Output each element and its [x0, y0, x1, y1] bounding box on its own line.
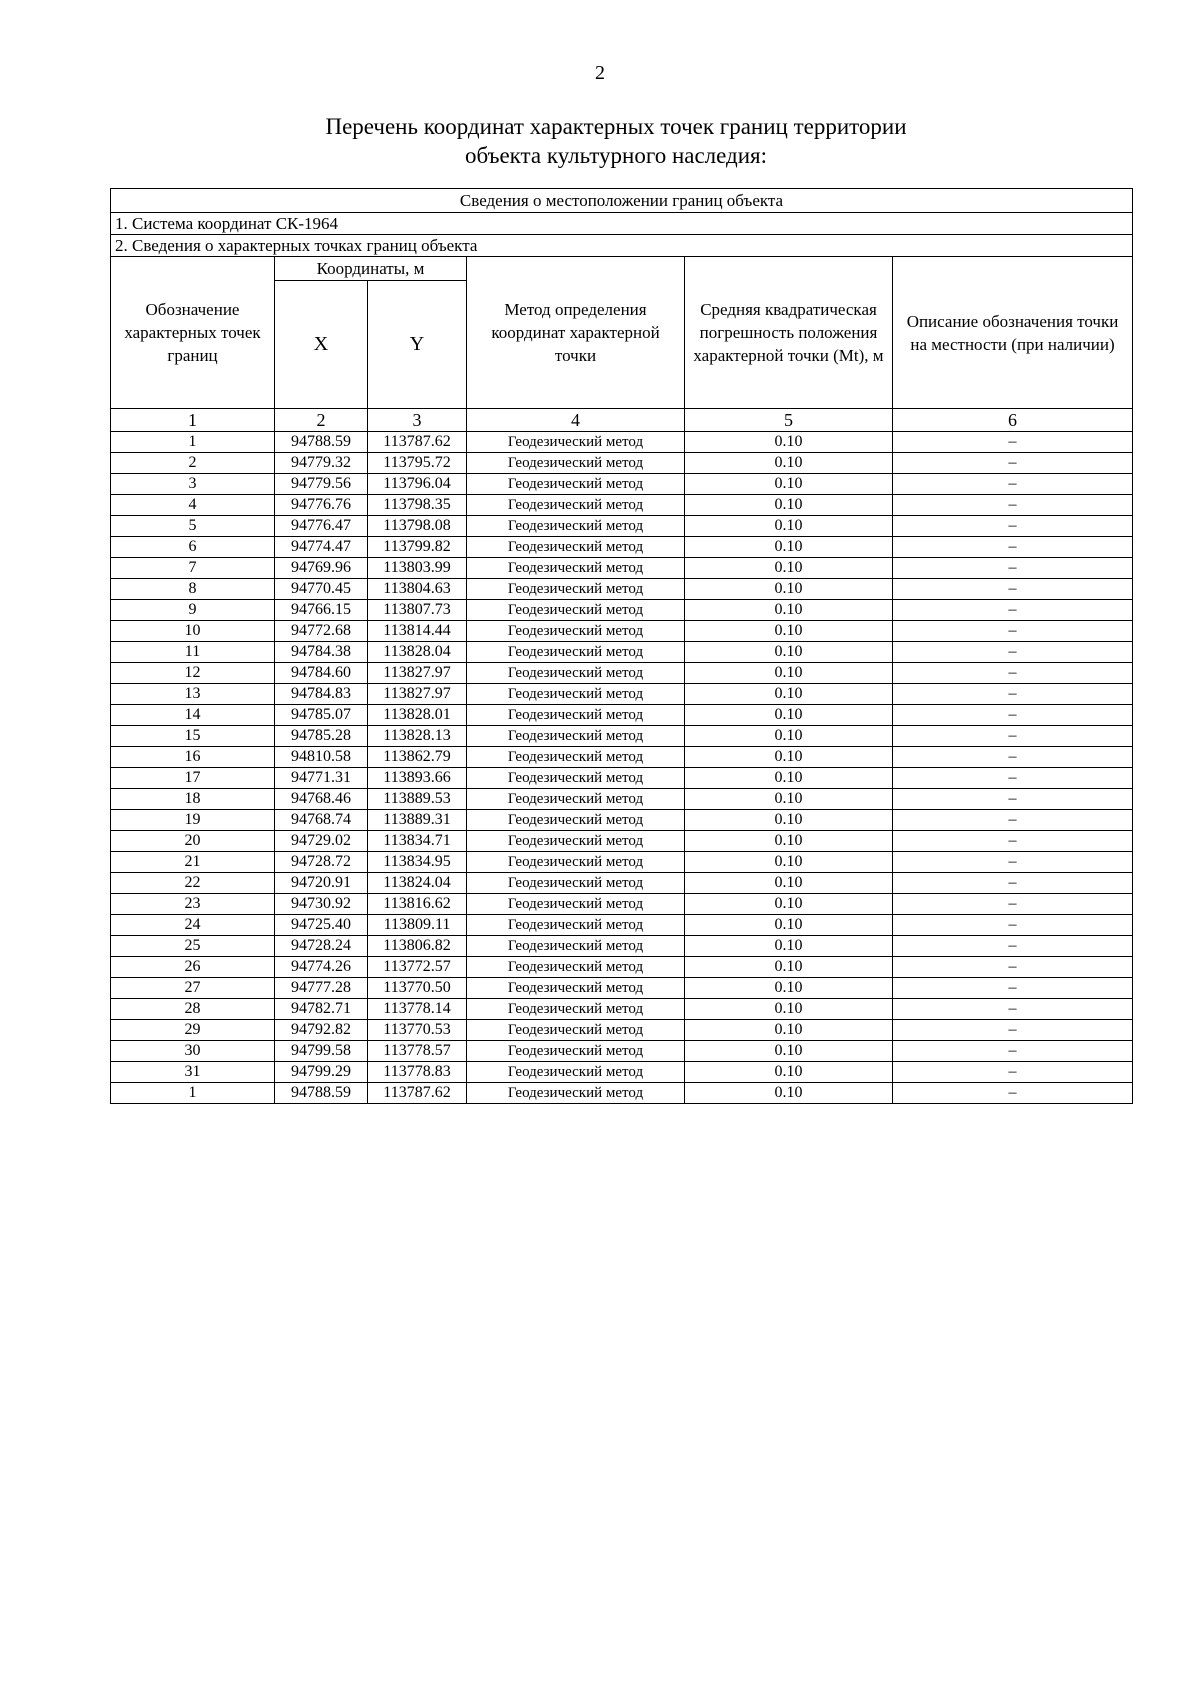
coord-system-row — [111, 213, 1133, 235]
y-coordinate-cell: 113778.57 — [368, 1041, 467, 1062]
point-designation-cell: 29 — [111, 1020, 275, 1041]
point-designation-cell: 11 — [111, 642, 275, 663]
point-designation-cell: 23 — [111, 894, 275, 915]
x-coordinate-cell: 94766.15 — [275, 600, 368, 621]
method-cell: Геодезический метод — [467, 495, 685, 516]
error-cell: 0.10 — [685, 936, 893, 957]
x-coordinate-cell: 94729.02 — [275, 831, 368, 852]
header-row-1 — [111, 257, 1133, 281]
y-coordinate-cell: 113770.50 — [368, 978, 467, 999]
error-cell: 0.10 — [685, 852, 893, 873]
error-cell: 0.10 — [685, 474, 893, 495]
x-coordinate-cell: 94728.72 — [275, 852, 368, 873]
point-designation-cell: 7 — [111, 558, 275, 579]
method-cell: Геодезический метод — [467, 537, 685, 558]
description-cell: – — [893, 999, 1133, 1020]
y-coordinate-cell: 113889.31 — [368, 810, 467, 831]
point-designation-cell: 14 — [111, 705, 275, 726]
method-cell: Геодезический метод — [467, 453, 685, 474]
point-designation-cell: 8 — [111, 579, 275, 600]
point-designation-cell: 10 — [111, 621, 275, 642]
point-designation-cell: 22 — [111, 873, 275, 894]
table-row — [111, 768, 1133, 789]
error-cell: 0.10 — [685, 600, 893, 621]
page-number: 2 — [595, 62, 605, 84]
method-cell: Геодезический метод — [467, 474, 685, 495]
point-designation-cell: 4 — [111, 495, 275, 516]
x-coordinate-cell: 94792.82 — [275, 1020, 368, 1041]
y-coordinate-cell: 113816.62 — [368, 894, 467, 915]
y-coordinate-cell: 113778.14 — [368, 999, 467, 1020]
x-coordinate-cell: 94784.83 — [275, 684, 368, 705]
method-cell: Геодезический метод — [467, 705, 685, 726]
header-x: X — [275, 281, 368, 409]
x-coordinate-cell: 94779.56 — [275, 474, 368, 495]
description-cell: – — [893, 558, 1133, 579]
table-row — [111, 516, 1133, 537]
point-designation-cell: 21 — [111, 852, 275, 873]
y-coordinate-cell: 113893.66 — [368, 768, 467, 789]
x-coordinate-cell: 94784.60 — [275, 663, 368, 684]
x-coordinate-cell: 94725.40 — [275, 915, 368, 936]
x-coordinate-cell: 94772.68 — [275, 621, 368, 642]
method-cell: Геодезический метод — [467, 1020, 685, 1041]
error-cell: 0.10 — [685, 873, 893, 894]
x-coordinate-cell: 94785.07 — [275, 705, 368, 726]
x-coordinate-cell: 94776.76 — [275, 495, 368, 516]
header-error: Средняя квадратическая погрешность положения характерной точки (Mt), м — [685, 257, 893, 409]
description-cell: – — [893, 432, 1133, 453]
point-designation-cell: 26 — [111, 957, 275, 978]
point-designation-cell: 25 — [111, 936, 275, 957]
y-coordinate-cell: 113814.44 — [368, 621, 467, 642]
point-designation-cell: 18 — [111, 789, 275, 810]
x-coordinate-cell: 94788.59 — [275, 1083, 368, 1104]
point-designation-cell: 28 — [111, 999, 275, 1020]
method-cell: Геодезический метод — [467, 1062, 685, 1083]
description-cell: – — [893, 894, 1133, 915]
description-cell: – — [893, 537, 1133, 558]
method-cell: Геодезический метод — [467, 726, 685, 747]
coordinates-table-body — [111, 189, 1133, 1104]
table-row — [111, 936, 1133, 957]
description-cell: – — [893, 747, 1133, 768]
x-coordinate-cell: 94768.74 — [275, 810, 368, 831]
x-coordinate-cell: 94728.24 — [275, 936, 368, 957]
x-coordinate-cell: 94810.58 — [275, 747, 368, 768]
table-row — [111, 957, 1133, 978]
table-row — [111, 432, 1133, 453]
table-row — [111, 789, 1133, 810]
x-coordinate-cell: 94782.71 — [275, 999, 368, 1020]
column-number: 6 — [893, 409, 1133, 432]
y-coordinate-cell: 113827.97 — [368, 684, 467, 705]
method-cell: Геодезический метод — [467, 600, 685, 621]
method-cell: Геодезический метод — [467, 516, 685, 537]
y-coordinate-cell: 113778.83 — [368, 1062, 467, 1083]
y-coordinate-cell: 113807.73 — [368, 600, 467, 621]
column-number: 5 — [685, 409, 893, 432]
description-cell: – — [893, 768, 1133, 789]
column-number-row — [111, 409, 1133, 432]
description-cell: – — [893, 663, 1133, 684]
table-row — [111, 663, 1133, 684]
point-designation-cell: 27 — [111, 978, 275, 999]
y-coordinate-cell: 113806.82 — [368, 936, 467, 957]
error-cell: 0.10 — [685, 726, 893, 747]
error-cell: 0.10 — [685, 684, 893, 705]
method-cell: Геодезический метод — [467, 1083, 685, 1104]
y-coordinate-cell: 113834.71 — [368, 831, 467, 852]
y-coordinate-cell: 113798.08 — [368, 516, 467, 537]
x-coordinate-cell: 94770.45 — [275, 579, 368, 600]
method-cell: Геодезический метод — [467, 957, 685, 978]
point-designation-cell: 13 — [111, 684, 275, 705]
error-cell: 0.10 — [685, 516, 893, 537]
table-row — [111, 642, 1133, 663]
error-cell: 0.10 — [685, 495, 893, 516]
method-cell: Геодезический метод — [467, 1041, 685, 1062]
table-row — [111, 579, 1133, 600]
column-number: 2 — [275, 409, 368, 432]
y-coordinate-cell: 113799.82 — [368, 537, 467, 558]
method-cell: Геодезический метод — [467, 642, 685, 663]
table-row — [111, 978, 1133, 999]
y-coordinate-cell: 113889.53 — [368, 789, 467, 810]
title-line-2: объекта культурного наследия: — [464, 143, 768, 168]
table-row — [111, 747, 1133, 768]
section-title-row — [111, 189, 1133, 213]
y-coordinate-cell: 113796.04 — [368, 474, 467, 495]
error-cell: 0.10 — [685, 1062, 893, 1083]
error-cell: 0.10 — [685, 768, 893, 789]
description-cell: – — [893, 873, 1133, 894]
description-cell: – — [893, 789, 1133, 810]
description-cell: – — [893, 1083, 1133, 1104]
title-line-1: Перечень координат характерных точек границ территории — [325, 114, 907, 139]
table-row — [111, 726, 1133, 747]
y-coordinate-cell: 113798.35 — [368, 495, 467, 516]
description-cell: – — [893, 684, 1133, 705]
table-row — [111, 495, 1133, 516]
error-cell: 0.10 — [685, 453, 893, 474]
description-cell: – — [893, 621, 1133, 642]
table-row — [111, 1062, 1133, 1083]
point-designation-cell: 1 — [111, 432, 275, 453]
error-cell: 0.10 — [685, 579, 893, 600]
x-coordinate-cell: 94799.58 — [275, 1041, 368, 1062]
point-designation-cell: 17 — [111, 768, 275, 789]
points-info: 2. Сведения о характерных точках границ объекта — [111, 235, 1133, 257]
method-cell: Геодезический метод — [467, 432, 685, 453]
table-row — [111, 537, 1133, 558]
y-coordinate-cell: 113804.63 — [368, 579, 467, 600]
column-number: 3 — [368, 409, 467, 432]
header-y: Y — [368, 281, 467, 409]
column-number: 4 — [467, 409, 685, 432]
x-coordinate-cell: 94779.32 — [275, 453, 368, 474]
point-designation-cell: 16 — [111, 747, 275, 768]
description-cell: – — [893, 600, 1133, 621]
y-coordinate-cell: 113787.62 — [368, 1083, 467, 1104]
point-designation-cell: 5 — [111, 516, 275, 537]
error-cell: 0.10 — [685, 810, 893, 831]
description-cell: – — [893, 516, 1133, 537]
method-cell: Геодезический метод — [467, 747, 685, 768]
table-row — [111, 474, 1133, 495]
description-cell: – — [893, 495, 1133, 516]
method-cell: Геодезический метод — [467, 894, 685, 915]
point-designation-cell: 1 — [111, 1083, 275, 1104]
y-coordinate-cell: 113809.11 — [368, 915, 467, 936]
table-row — [111, 1020, 1133, 1041]
error-cell: 0.10 — [685, 831, 893, 852]
point-designation-cell: 6 — [111, 537, 275, 558]
method-cell: Геодезический метод — [467, 810, 685, 831]
x-coordinate-cell: 94776.47 — [275, 516, 368, 537]
error-cell: 0.10 — [685, 915, 893, 936]
error-cell: 0.10 — [685, 999, 893, 1020]
coord-system: 1. Система координат СК-1964 — [111, 213, 1133, 235]
error-cell: 0.10 — [685, 621, 893, 642]
description-cell: – — [893, 1062, 1133, 1083]
error-cell: 0.10 — [685, 432, 893, 453]
page-title — [0, 112, 1200, 170]
x-coordinate-cell: 94777.28 — [275, 978, 368, 999]
description-cell: – — [893, 831, 1133, 852]
error-cell: 0.10 — [685, 978, 893, 999]
y-coordinate-cell: 113787.62 — [368, 432, 467, 453]
description-cell: – — [893, 957, 1133, 978]
table-row — [111, 705, 1133, 726]
description-cell: – — [893, 642, 1133, 663]
header-method: Метод определения координат характерной точки — [467, 257, 685, 409]
description-cell: – — [893, 915, 1133, 936]
y-coordinate-cell: 113795.72 — [368, 453, 467, 474]
point-designation-cell: 20 — [111, 831, 275, 852]
error-cell: 0.10 — [685, 537, 893, 558]
table-row — [111, 831, 1133, 852]
x-coordinate-cell: 94771.31 — [275, 768, 368, 789]
method-cell: Геодезический метод — [467, 978, 685, 999]
method-cell: Геодезический метод — [467, 873, 685, 894]
y-coordinate-cell: 113828.13 — [368, 726, 467, 747]
table-row — [111, 1083, 1133, 1104]
point-designation-cell: 30 — [111, 1041, 275, 1062]
y-coordinate-cell: 113862.79 — [368, 747, 467, 768]
x-coordinate-cell: 94785.28 — [275, 726, 368, 747]
table-row — [111, 852, 1133, 873]
description-cell: – — [893, 474, 1133, 495]
method-cell: Геодезический метод — [467, 558, 685, 579]
error-cell: 0.10 — [685, 705, 893, 726]
table-row — [111, 873, 1133, 894]
x-coordinate-cell: 94730.92 — [275, 894, 368, 915]
method-cell: Геодезический метод — [467, 621, 685, 642]
y-coordinate-cell: 113803.99 — [368, 558, 467, 579]
method-cell: Геодезический метод — [467, 852, 685, 873]
error-cell: 0.10 — [685, 1020, 893, 1041]
coordinates-table — [110, 188, 1133, 1104]
error-cell: 0.10 — [685, 789, 893, 810]
header-designation: Обозначение характерных точек границ — [111, 257, 275, 409]
error-cell: 0.10 — [685, 558, 893, 579]
error-cell: 0.10 — [685, 663, 893, 684]
point-designation-cell: 2 — [111, 453, 275, 474]
column-number: 1 — [111, 409, 275, 432]
table-row — [111, 600, 1133, 621]
description-cell: – — [893, 810, 1133, 831]
error-cell: 0.10 — [685, 747, 893, 768]
point-designation-cell: 3 — [111, 474, 275, 495]
x-coordinate-cell: 94784.38 — [275, 642, 368, 663]
point-designation-cell: 31 — [111, 1062, 275, 1083]
description-cell: – — [893, 1020, 1133, 1041]
points-info-row — [111, 235, 1133, 257]
error-cell: 0.10 — [685, 1041, 893, 1062]
table-row — [111, 999, 1133, 1020]
x-coordinate-cell: 94774.26 — [275, 957, 368, 978]
table-row — [111, 915, 1133, 936]
table-row — [111, 894, 1133, 915]
point-designation-cell: 24 — [111, 915, 275, 936]
description-cell: – — [893, 1041, 1133, 1062]
point-designation-cell: 9 — [111, 600, 275, 621]
description-cell: – — [893, 852, 1133, 873]
header-description: Описание обозначения точки на местности (при наличии) — [893, 257, 1133, 409]
point-designation-cell: 15 — [111, 726, 275, 747]
y-coordinate-cell: 113772.57 — [368, 957, 467, 978]
x-coordinate-cell: 94788.59 — [275, 432, 368, 453]
table-row — [111, 621, 1133, 642]
header-coordinates: Координаты, м — [275, 257, 467, 281]
table-row — [111, 558, 1133, 579]
error-cell: 0.10 — [685, 642, 893, 663]
section-title: Сведения о местоположении границ объекта — [111, 189, 1133, 213]
description-cell: – — [893, 726, 1133, 747]
point-designation-cell: 19 — [111, 810, 275, 831]
method-cell: Геодезический метод — [467, 831, 685, 852]
x-coordinate-cell: 94774.47 — [275, 537, 368, 558]
y-coordinate-cell: 113828.01 — [368, 705, 467, 726]
table-row — [111, 1041, 1133, 1062]
method-cell: Геодезический метод — [467, 999, 685, 1020]
description-cell: – — [893, 978, 1133, 999]
description-cell: – — [893, 453, 1133, 474]
method-cell: Геодезический метод — [467, 579, 685, 600]
table-row — [111, 684, 1133, 705]
x-coordinate-cell: 94769.96 — [275, 558, 368, 579]
y-coordinate-cell: 113834.95 — [368, 852, 467, 873]
error-cell: 0.10 — [685, 1083, 893, 1104]
method-cell: Геодезический метод — [467, 663, 685, 684]
y-coordinate-cell: 113770.53 — [368, 1020, 467, 1041]
x-coordinate-cell: 94799.29 — [275, 1062, 368, 1083]
error-cell: 0.10 — [685, 894, 893, 915]
description-cell: – — [893, 705, 1133, 726]
point-designation-cell: 12 — [111, 663, 275, 684]
method-cell: Геодезический метод — [467, 684, 685, 705]
error-cell: 0.10 — [685, 957, 893, 978]
x-coordinate-cell: 94768.46 — [275, 789, 368, 810]
method-cell: Геодезический метод — [467, 915, 685, 936]
y-coordinate-cell: 113828.04 — [368, 642, 467, 663]
table-row — [111, 810, 1133, 831]
y-coordinate-cell: 113827.97 — [368, 663, 467, 684]
method-cell: Геодезический метод — [467, 936, 685, 957]
description-cell: – — [893, 936, 1133, 957]
method-cell: Геодезический метод — [467, 768, 685, 789]
method-cell: Геодезический метод — [467, 789, 685, 810]
table-row — [111, 453, 1133, 474]
description-cell: – — [893, 579, 1133, 600]
x-coordinate-cell: 94720.91 — [275, 873, 368, 894]
y-coordinate-cell: 113824.04 — [368, 873, 467, 894]
